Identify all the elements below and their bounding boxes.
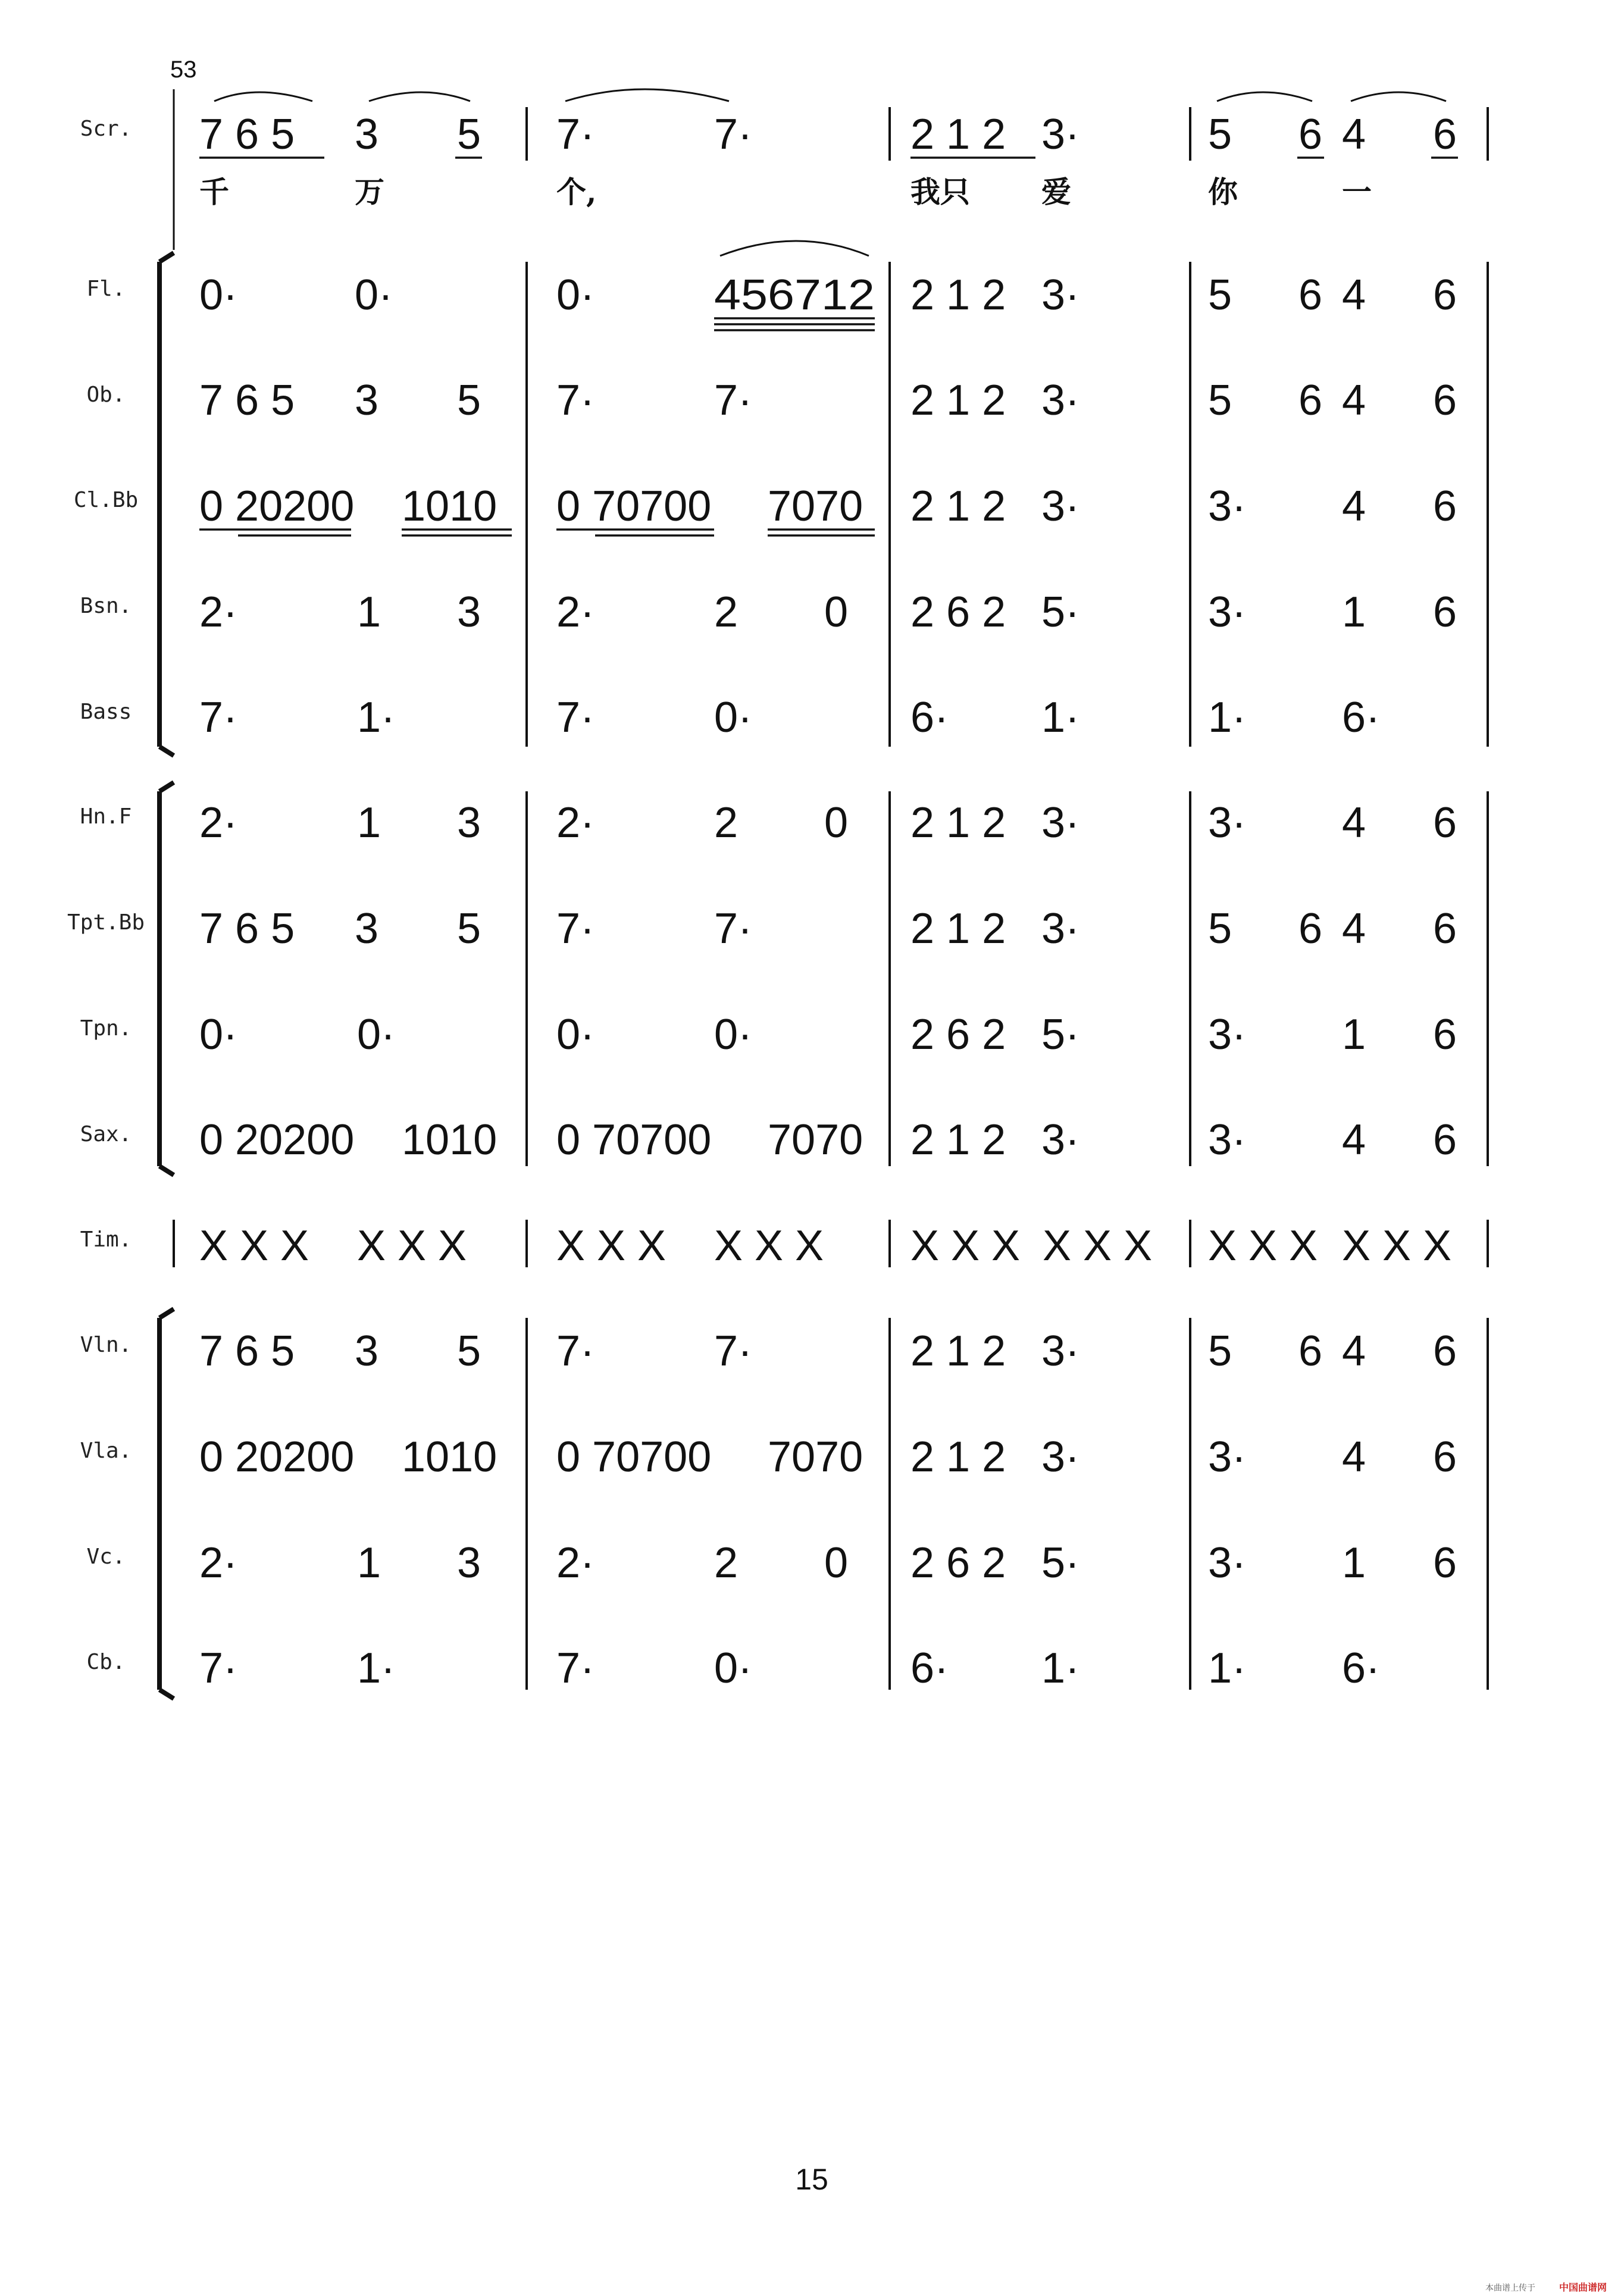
note: 6· [910,694,949,741]
note: 2 [714,799,739,847]
note: 2 [714,1539,739,1587]
staff-rows [199,111,1457,1692]
note: 1· [1208,1645,1247,1692]
watermark-text: 本曲谱上传于 [1485,2284,1535,2293]
note: 4 [1342,1116,1366,1164]
staff-tpt [199,905,1457,953]
note: 5· [1041,1011,1080,1058]
staff-bsn [199,588,1457,636]
note: 6· [910,1645,949,1692]
note-group: 2 1 2 [910,1327,1006,1375]
note: 6 [1433,1011,1457,1058]
note: 0· [556,1011,595,1058]
note: 4 [1342,377,1366,424]
note: 6 [1433,905,1457,953]
note: 6 [1433,1116,1457,1164]
note-run: 7070 [768,483,863,530]
note: 3· [1041,905,1080,953]
staff-clb [199,483,1457,530]
staff-sax [199,1116,1457,1164]
note: 3· [1208,483,1247,530]
note-run: 1010 [402,1433,497,1481]
staff-tpn [199,1011,1457,1058]
note: 7· [714,1327,753,1375]
staff-hnf [199,799,1457,847]
note-run: 0 20200 [199,1433,355,1481]
note: 3· [1041,271,1080,319]
label-cb: Cb. [86,1650,126,1674]
label-ob: Ob. [86,383,126,407]
note-group: 2 1 2 [910,799,1006,847]
note: 4 [1342,1433,1366,1481]
note: 4 [1342,905,1366,953]
slur [1217,92,1312,101]
slur [214,92,312,101]
staff-bass [199,694,1380,741]
note: 3 [355,111,379,158]
note: 6 [1298,271,1323,319]
label-clb: Cl.Bb [73,488,139,512]
note: 5 [457,905,481,953]
lyric: 一 [1342,174,1372,209]
note: 0· [357,1011,396,1058]
note-run: 456712 [714,271,875,319]
lyric: 万 [355,174,384,209]
note: 4 [1342,271,1366,319]
staff-cb [199,1645,1380,1692]
note: 0· [355,271,393,319]
strings-bracket [159,1309,174,1699]
note-group: 2 6 2 [910,1539,1006,1587]
note: 6 [1298,377,1323,424]
note: 1 [1342,1011,1366,1058]
note-group: 7 6 5 [199,1327,295,1375]
label-bsn: Bsn. [80,594,132,618]
note: 7· [714,377,753,424]
note: 5 [1208,111,1232,158]
slur [720,241,869,256]
note: 0 [824,799,849,847]
note: 1· [1208,694,1247,741]
note: 3· [1041,1327,1080,1375]
note: 6· [1342,694,1381,741]
note: 6 [1433,1433,1457,1481]
label-vla: Vla. [80,1439,132,1463]
staff-vln [199,1327,1457,1375]
note: 3 [457,1539,481,1587]
slur [1351,92,1446,101]
note: 4 [1342,1327,1366,1375]
note-group: 2 1 2 [910,377,1006,424]
note: 7· [556,1327,595,1375]
note: 3· [1208,1116,1247,1164]
brass-bracket [159,782,174,1175]
note: 3· [1208,1539,1247,1587]
note: 7· [556,694,595,741]
note-group: X X X [1342,1222,1452,1270]
note: 1 [357,1539,381,1587]
lyric: 你 [1208,174,1238,209]
lyric: 千 [199,174,229,209]
note: 4 [1342,111,1366,158]
note: 6 [1433,271,1457,319]
note: 3 [355,1327,379,1375]
slur [565,89,729,101]
note: 6 [1298,111,1323,158]
note-run: 1010 [402,483,497,530]
note: 3· [1041,111,1080,158]
note-run: 0 70700 [556,483,712,530]
note: 5 [1208,1327,1232,1375]
note: 3· [1041,799,1080,847]
note: 3· [1208,1011,1247,1058]
note: 6 [1433,1327,1457,1375]
note-run: 7070 [768,1433,863,1481]
note: 4 [1342,799,1366,847]
note: 2· [556,1539,595,1587]
staff-ob [199,377,1457,424]
note: 5· [1041,1539,1080,1587]
note: 6 [1433,1539,1457,1587]
note-run: 0 20200 [199,1116,355,1164]
label-fl: Fl. [86,277,126,301]
staff-vc [199,1539,1457,1587]
note: 5 [1208,377,1232,424]
note: 6 [1433,588,1457,636]
note: 1 [357,588,381,636]
note-group: X X X [714,1222,824,1270]
watermark-brand: 中国曲谱网 [1559,2282,1607,2293]
note: 5 [457,377,481,424]
note: 6 [1298,1327,1323,1375]
note: 5· [1041,588,1080,636]
note: 5 [1208,905,1232,953]
label-hnf: Hn.F [80,804,132,829]
note: 2· [199,1539,238,1587]
note: 6 [1433,483,1457,530]
note: 2· [556,799,595,847]
note: 3· [1041,1433,1080,1481]
lyrics-line [199,174,1372,209]
note: 7· [199,1645,238,1692]
note-group: 7 6 5 [199,377,295,424]
staff-fl [199,271,1457,319]
note: 5 [457,1327,481,1375]
label-scr: Scr. [80,117,132,141]
label-bass: Bass [80,700,132,724]
note: 1· [357,694,396,741]
note-group: X X X [1208,1222,1318,1270]
lyric: 个, [556,174,597,209]
note: 0 [824,588,849,636]
note: 6 [1298,905,1323,953]
note: 6 [1433,799,1457,847]
note-group: 2 1 2 [910,111,1006,158]
measure-number: 53 [170,57,197,83]
note: 3 [355,905,379,953]
note: 3· [1041,377,1080,424]
note: 2· [199,588,238,636]
staff-tim [199,1222,1451,1270]
lyric: 爱 [1041,174,1071,209]
note-run: 1010 [402,1116,497,1164]
note-run: 0 70700 [556,1433,712,1481]
note: 1 [1342,588,1366,636]
lyric: 我只 [910,174,970,209]
note-group: 2 6 2 [910,588,1006,636]
note: 3 [355,377,379,424]
note: 7· [556,377,595,424]
note: 0· [714,1011,753,1058]
label-tim: Tim. [80,1227,132,1252]
note: 1· [1041,694,1080,741]
note: 6 [1433,377,1457,424]
note: 1· [357,1645,396,1692]
note: 7· [556,905,595,953]
note: 4 [1342,483,1366,530]
label-sax: Sax. [80,1122,132,1147]
note: 3· [1208,588,1247,636]
note-group: X X X [910,1222,1021,1270]
note: 2· [199,799,238,847]
note: 5 [1208,271,1232,319]
note: 0· [199,1011,238,1058]
label-tpt: Tpt.Bb [67,910,145,935]
note: 0· [714,1645,753,1692]
note: 3· [1041,483,1080,530]
instrument-labels [67,117,145,1674]
woodwind-bracket [159,253,174,756]
note-group: 2 6 2 [910,1011,1006,1058]
slur [369,92,470,101]
note: 3 [457,799,481,847]
note: 2 [714,588,739,636]
note: 3 [457,588,481,636]
note-group: X X X [199,1222,309,1270]
note-group: 2 1 2 [910,271,1006,319]
note: 0· [199,271,238,319]
note-run: 7070 [768,1116,863,1164]
note: 6· [1342,1645,1381,1692]
group-brackets [159,89,174,1699]
note: 0 [824,1539,849,1587]
label-vln: Vln. [80,1333,132,1357]
note: 3· [1208,1433,1247,1481]
note-run: 0 20200 [199,483,355,530]
note-group: X X X [1043,1222,1153,1270]
note: 7· [199,694,238,741]
note: 6 [1433,111,1457,158]
note-group: 2 1 2 [910,1116,1006,1164]
note: 3· [1041,1116,1080,1164]
note: 7· [556,111,595,158]
note: 0· [714,694,753,741]
staff-scr [199,111,1457,158]
staff-vla [199,1433,1457,1481]
note-run: 0 70700 [556,1116,712,1164]
note-group: X X X [556,1222,667,1270]
note: 5 [457,111,481,158]
note-group: X X X [357,1222,467,1270]
note: 0· [556,271,595,319]
note-group: 2 1 2 [910,1433,1006,1481]
note: 3· [1208,799,1247,847]
note: 7· [714,111,753,158]
note-group: 2 1 2 [910,483,1006,530]
note: 1 [1342,1539,1366,1587]
note-group: 7 6 5 [199,111,295,158]
note: 1 [357,799,381,847]
note: 7· [714,905,753,953]
note: 1· [1041,1645,1080,1692]
note: 2· [556,588,595,636]
note-group: 2 1 2 [910,905,1006,953]
note-group: 7 6 5 [199,905,295,953]
note: 7· [556,1645,595,1692]
page-number: 15 [795,2163,828,2196]
label-tpn: Tpn. [80,1016,132,1041]
label-vc: Vc. [86,1545,126,1569]
